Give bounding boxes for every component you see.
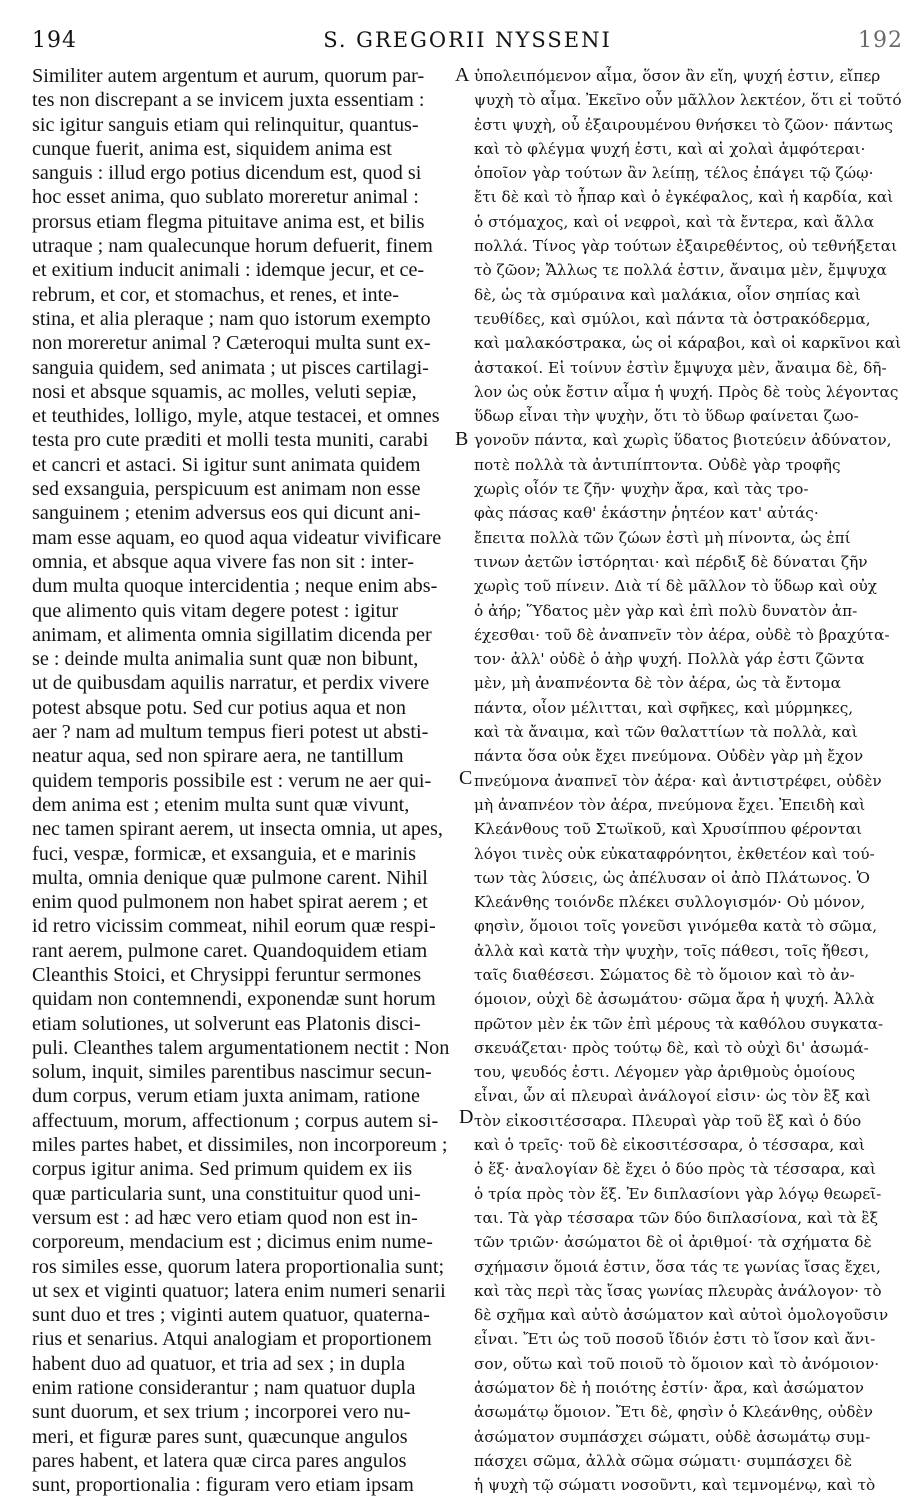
latin-text-line: corporeum, mendacium est ; dicimus enim nume- [32, 1231, 433, 1254]
section-marker-b: B [455, 428, 469, 450]
latin-text-line: habent duo ad quatuor, et tria ad sex ; in dupla [32, 1352, 406, 1375]
greek-text-line: έχεσθαι· τοῦ δὲ ἀναπνεῖν τὸν ἀέρα, οὐδὲ τὸ βραχύτα- [474, 625, 890, 644]
greek-text-line: ψυχὴ τὸ αἷμα. Ἐκεῖνο οὖν μᾶλλον λεκτέον, ὅτι εἰ τοῦτό [474, 91, 902, 110]
greek-text-line: τῶν τριῶν· ἀσώματοι δὲ οἱ ἀριθμοί· τὰ σχήματα δὲ [474, 1233, 872, 1252]
latin-text-line: rius et senarius. Atqui analogiam et proportionem [32, 1328, 432, 1351]
latin-text-line: sed exsanguia, perspicuum est animam non esse [32, 478, 421, 501]
latin-text-line: miles partes habet, et dissimiles, non incorporeum ; [32, 1134, 448, 1157]
latin-text-line: et cancri et astaci. Si igitur sunt animata quidem [32, 453, 421, 476]
greek-text-line: καὶ τὰ ἄναιμα, καὶ τῶν θαλαττίων τὰ πολλὰ, καὶ [474, 723, 858, 742]
section-marker-c: C [459, 767, 473, 789]
greek-text-line: ἐστι ψυχὴ, οὗ ἐξαιρουμένου θνήσκει τὸ ζῶον· πάντως [474, 115, 893, 134]
greek-text-line: ἔτι δὲ καὶ τὸ ἧπαρ καὶ ὁ ἐγκέφαλος, καὶ ἡ καρδία, καὶ [474, 188, 894, 207]
greek-text-line: τευθίδες, καὶ σμύλοι, καὶ πάντα τὰ ὀστρακόδερμα, [474, 309, 871, 328]
latin-text-line: omnia, et absque aqua vivere fas non sit : inter- [32, 550, 414, 573]
greek-text-line: χωρὶς τοῦ πίνειν. Διὰ τί δὲ μᾶλλον τὸ ὕδωρ καὶ οὐχ [474, 577, 878, 596]
latin-text-line: sunt duorum, et sex trium ; incorporei vero nu- [32, 1401, 411, 1424]
latin-text-line: sunt, proportionalia : figuram vero etiam ipsam [32, 1474, 414, 1497]
latin-text-line: fuci, vespæ, formicæ, et exsanguia, et e marinis [32, 842, 417, 865]
latin-text-line: tes non discrepant a se invicem juxta essentiam : [32, 89, 425, 112]
section-marker-d: D [459, 1106, 474, 1128]
greek-text-line: τὸν εἰκοσιτέσσαρα. Πλευραὶ γὰρ τοῦ ἓξ καὶ ὁ δύο [474, 1111, 862, 1130]
latin-text-line: affectuum, morum, affectionum ; corpus autem si- [32, 1109, 439, 1132]
latin-text-line: dum corpus, verum etiam juxta animam, ratione [32, 1085, 420, 1108]
latin-text-line: meri, et figuræ pares sunt, quæcunque angulos [32, 1425, 408, 1448]
greek-text-line: μὲν, μὴ ἀναπνέοντα δὲ τὸν ἀέρα, ὡς τὰ ἔντομα [474, 674, 841, 693]
page-header [32, 28, 903, 58]
latin-text-line: sunt duo et tres ; viginti autem quatuor, quaterna- [32, 1304, 430, 1327]
greek-text-line: δὲ, ὡς τὰ σμύραινα καὶ μαλάκια, οἷον σηπίας καὶ [474, 285, 861, 304]
latin-text-line: corpus igitur anima. Sed primum quidem ex iis [32, 1158, 413, 1181]
greek-text-line: ὁποῖον γὰρ τούτων ἂν λείπῃ, τέλος ἐπάγει τῷ ζώῳ· [474, 164, 874, 183]
greek-text-line: σχήμασιν ὅμοιά ἐστιν, ὅσα τάς τε γωνίας ἴσας ἔχει, [474, 1257, 881, 1276]
latin-text-line: pares habent, et latera quæ circa pares angulos [32, 1449, 407, 1472]
greek-text-line: ἀσώματον συμπάσχει σώματι, οὐδὲ ἀσωμάτῳ συμ- [474, 1427, 871, 1446]
latin-text-line: et exitium inducit animali : idemque jecur, et ce- [32, 259, 425, 282]
greek-text-line: εἶναι. Ἔτι ὡς τοῦ ποσοῦ ἴδιόν ἐστι τὸ ἴσον καὶ ἄνι- [474, 1330, 876, 1349]
latin-text-line: cunque fuerit, anima est, siquidem anima est [32, 137, 392, 160]
greek-text-line: ὁ ἀήρ; Ὕδατος μὲν γὰρ καὶ ἐπὶ πολὺ δυνατὸν ἀπ- [474, 601, 858, 620]
greek-text-line: ὁ τρία πρὸς τὸν ἕξ. Ἐν διπλασίονι γὰρ λόγῳ θεωρεῖ- [474, 1184, 882, 1203]
greek-text-line: μὴ ἀναπνέον τὸν ἀέρα, πνεύμονα ἔχει. Ἐπειδὴ καὶ [474, 795, 866, 814]
greek-text-line: ποτὲ πολλὰ τὰ ἀντιπίπτοντα. Οὐδὲ γὰρ τροφῆς [474, 455, 841, 474]
greek-text-line: σκευάζεται· πρὸς τούτῳ δὲ, καὶ τὸ οὐχὶ δι' ἀσωμά- [474, 1038, 869, 1057]
greek-text-line: φησὶν, ὅμοιοι τοῖς γονεῦσι γινόμεθα κατὰ τὸ σῶμα, [474, 917, 878, 936]
greek-text-line: ἔπειτα πολλὰ τῶν ζώων ἐστὶ μὴ πίνοντα, ὡς ἐπί [474, 528, 851, 547]
greek-text-line: πάντα, οἷον μέλιτται, καὶ σφῆκες, καὶ μύρμηκες, [474, 698, 854, 717]
latin-text-line: non moreretur animal ? Cæteroqui multa sunt ex- [32, 332, 431, 355]
latin-text-line: rant aerem, pulmone caret. Quandoquidem etiam [32, 939, 428, 962]
latin-text-line: stina, et alia pleraque ; nam quo istorum exempto [32, 307, 431, 330]
greek-text-line: ἀσώματον δὲ ἡ ποιότης ἐστίν· ἄρα, καὶ ἀσώματον [474, 1379, 864, 1398]
latin-text-line: nec tamen spirant aerem, ut insecta omnia, ut apes, [32, 818, 443, 841]
latin-text-line: potest absque potu. Sed cur potius aqua et non [32, 696, 406, 719]
latin-text-line: ut de quibusdam aquilis narratur, et perdix vivere [32, 672, 430, 695]
latin-text-line: puli. Cleanthes talem argumentationem nectit : Non [32, 1036, 450, 1059]
greek-text-line: δὲ σχῆμα καὶ αὐτὸ ἀσώματον καὶ αὐτοὶ ὁμολογοῦσιν [474, 1306, 889, 1325]
greek-text-line: καὶ ὁ τρεῖς· τοῦ δὲ εἰκοσιτέσσαρα, ὁ τέσσαρα, καὶ [474, 1136, 865, 1155]
latin-text-line: et teuthides, lolligo, myle, atque testacei, et omnes [32, 405, 440, 428]
greek-text-line: καὶ τὸ φλέγμα ψυχή ἐστι, καὶ αἱ χολαὶ ἀμφότεραι· [474, 139, 866, 158]
greek-text-line: ὁ στόμαχος, καὶ οἱ νεφροὶ, καὶ τὰ ἔντερα, καὶ ἄλλα [474, 212, 875, 231]
greek-text-line: πνεύμονα ἀναπνεῖ τὸν ἀέρα· καὶ ἀντιστρέφει, οὐδὲν [474, 771, 882, 790]
latin-text-line: sanguia quidem, sed animata ; ut pisces cartilagi- [32, 356, 429, 379]
greek-text-line: σον, οὕτω καὶ τοῦ ποιοῦ τὸ ὅμοιον καὶ τὸ ἀνόμοιον· [474, 1354, 880, 1373]
greek-column [474, 64, 906, 1498]
greek-text-line: ὑπολειπόμενον αἷμα, ὅσον ἂν εἴη, ψυχή ἐστιν, εἴπερ [474, 67, 881, 85]
greek-text-line: φὰς πάσας καθ' ἑκάστην ῥητέον κατ' αὐτάς· [474, 504, 819, 523]
latin-text-line: aer ? nam ad multum tempus fieri potest ut absti- [32, 721, 429, 744]
greek-text-line: πάντα ὅσα οὐκ ἔχει πνεύμονα. Οὐδὲν γὰρ μὴ ἔχον [474, 747, 864, 766]
greek-text-line: ἀσωμάτῳ ὅμοιον. Ἔτι δὲ, φησὶν ὁ Κλεάνθης, οὐδὲν [474, 1403, 873, 1422]
running-head: S. GREGORII NYSSENI [323, 28, 612, 52]
latin-text-line: testa pro cute præditi et molli testa muniti, carabi [32, 429, 429, 452]
greek-text-line: χωρὶς οἷόν τε ζῆν· ψυχὴν ἄρα, καὶ τὰς τρο- [474, 480, 809, 499]
latin-text-line: prorsus etiam flegma pituitave anima est, et bilis [32, 210, 425, 233]
greek-text-line: ἀστακοί. Εἰ τοίνυν ἐστὶν ἔμψυχα μὲν, ἄναιμα δὲ, δῆ- [474, 358, 887, 377]
latin-text-line: dum multa quoque intercidentia ; neque enim abs- [32, 575, 438, 598]
latin-text-line: enim ratione considerantur ; nam quatuor dupla [32, 1377, 416, 1400]
greek-text-line: εἶναι, ὧν αἱ πλευραὶ ἀνάλογοί εἰσιν· ὡς τὸν ἓξ καὶ [474, 1087, 871, 1106]
greek-text-line: όμοιον, οὐχὶ δὲ ἀσωμάτου· σῶμα ἄρα ἡ ψυχή. Ἀλλὰ [474, 990, 875, 1009]
latin-text-line: Similiter autem argentum et aurum, quorum par- [32, 65, 425, 87]
greek-text-line: πάσχει σῶμα, ἀλλὰ σῶμα σώματι· συμπάσχει δὲ [474, 1451, 853, 1470]
latin-text-line: quæ particularia sunt, una constituitur quod uni- [32, 1182, 421, 1205]
latin-text-line: solum, inquit, similes parentibus nascimur secun- [32, 1061, 432, 1084]
latin-text-line: sanguinem ; etenim adversus eos qui dicunt ani- [32, 502, 421, 525]
greek-text-line: ἡ ψυχὴ τῷ σώματι νοσοῦντι, καὶ τεμνομένῳ, καὶ τὸ [474, 1476, 876, 1495]
greek-text-line: ἀλλὰ καὶ κατὰ τὴν ψυχὴν, τοῖς πάθεσι, τοῖς ἤθεσι, [474, 941, 870, 960]
latin-text-line: utraque ; nam qualecunque horum defuerit, finem [32, 235, 433, 258]
latin-text-line: id retro vicissim commeat, nihil eorum quæ respi- [32, 915, 436, 938]
latin-text-line: multa, omnia denique quæ pulmone carent. Nihil [32, 866, 428, 889]
greek-text-line: Κλεάνθους τοῦ Στωϊκοῦ, καὶ Χρυσίππου φέρονται [474, 820, 862, 839]
latin-text-line: quidam non contemnendi, exponendæ sunt horum [32, 988, 436, 1011]
latin-text-line: sic igitur sanguis etiam qui relinquitur, quantus- [32, 113, 419, 136]
greek-text-line: πολλά. Τίνος γὰρ τούτων ἐξαιρεθέντος, οὐ τεθνήξεται [474, 237, 898, 256]
greek-text-line: τὸ ζῶον; Ἄλλως τε πολλά ἐστιν, ἄναιμα μὲν, ἔμψυχα [474, 261, 887, 280]
latin-text-line: Cleanthis Stoici, et Chrysippi feruntur sermones [32, 963, 422, 986]
latin-text-line: sanguis : illud ergo potius dicendum est, quod si [32, 162, 422, 185]
greek-text-line: γονοῦν πάντα, καὶ χωρὶς ὕδατος βιοτεύειν ἀδύνατον, [474, 431, 892, 450]
page-number-right: 192 [858, 28, 903, 53]
latin-text-line: nosi et absque squamis, ac molles, veluti sepiæ, [32, 380, 417, 403]
latin-text-line: ros similes esse, quorum latera proportionalia sunt; [32, 1255, 445, 1278]
latin-text-line: enim quod pulmonem non habet spirat aerem ; et [32, 891, 428, 914]
greek-text-line: καὶ μαλακόστρακα, ὡς οἱ κάραβοι, καὶ οἱ καρκῖνοι καὶ [474, 334, 902, 353]
greek-text-line: του, ψευδός ἐστι. Λέγομεν γὰρ ἀριθμοὺς ὁμοίους [474, 1063, 856, 1082]
latin-text-line: versum est : ad hæc vero etiam quod non est in- [32, 1206, 418, 1229]
latin-text-line: rebrum, et cor, et stomachus, et renes, et inte- [32, 283, 399, 306]
greek-text-line: ται. Τὰ γὰρ τέσσαρα τῶν δύο διπλασίονα, καὶ τὰ ἓξ [474, 1208, 879, 1227]
latin-text-line: animam, et alimenta omnia sigillatim dicenda per [32, 623, 432, 646]
section-marker-a: A [455, 64, 470, 86]
greek-text-line: τον· ἀλλ' οὐδὲ ὁ ἀὴρ ψυχή. Πολλὰ γάρ ἐστι ζῶντα [474, 650, 865, 669]
greek-text-line: πρῶτον μὲν ἐκ τῶν ἐπὶ μέρους τὰ καθόλου συγκατα- [474, 1014, 884, 1033]
latin-text-line: se : deinde multa animalia sunt quæ non bibunt, [32, 648, 419, 671]
greek-text-line: ὁ ἕξ· ἀναλογίαν δὲ ἔχει ὁ δύο πρὸς τὰ τέσσαρα, καὶ [474, 1160, 876, 1179]
greek-text-line: λον ὡς οὐκ ἔστιν αἷμα ἡ ψυχή. Πρὸς δὲ τοὺς λέγοντας [474, 382, 899, 401]
latin-text-line: etiam solutiones, ut solverunt eas Platonis disci- [32, 1012, 421, 1035]
greek-text-line: τινων ἀετῶν ἱστόρηται· καὶ πέρδιξ δὲ δύναται ζῆν [474, 552, 868, 571]
greek-text-line: Κλεάνθης τοιόνδε πλέκει συλλογισμόν· Οὐ μόνον, [474, 893, 866, 912]
greek-text-line: καὶ τὰς περὶ τὰς ἴσας γωνίας πλευρὰς ἀνάλογον· τὸ [474, 1281, 882, 1300]
latin-text-line: mam esse aquam, eo quod aqua videatur vivificare [32, 526, 442, 549]
greek-text-line: ταῖς διαθέσεσι. Σώματος δὲ τὸ ὅμοιον καὶ τὸ ἀν- [474, 965, 855, 984]
latin-column [32, 64, 460, 1498]
latin-text-line: hoc esset anima, quo sublato moreretur animal : [32, 186, 419, 209]
greek-text-line: των τὰς λύσεις, ὡς ἀπέλυσαν οἱ ἀπὸ Πλάτωνος. Ὁ [474, 868, 870, 887]
greek-text-line: ὕδωρ εἶναι τὴν ψυχὴν, ὅτι τὸ ὕδωρ φαίνεται ζωο- [474, 407, 859, 426]
latin-text-line: que alimento quis vitam degere potest : igitur [32, 599, 399, 622]
latin-text-line: dem anima est ; etenim multa sunt quæ vivunt, [32, 793, 410, 816]
latin-text-line: ut sex et viginti quatuor; latera enim numeri senarii [32, 1279, 446, 1302]
page-number-left: 194 [32, 28, 77, 53]
greek-text-line: λόγοι τινὲς οὐκ εὐκαταφρόνητοι, ἐκθετέον καὶ τού- [474, 844, 875, 863]
latin-text-line: neatur aqua, sed non spirare aera, ne tantillum [32, 745, 404, 768]
latin-text-line: quidem temporis possibile est : verum ne aer qui- [32, 769, 432, 792]
